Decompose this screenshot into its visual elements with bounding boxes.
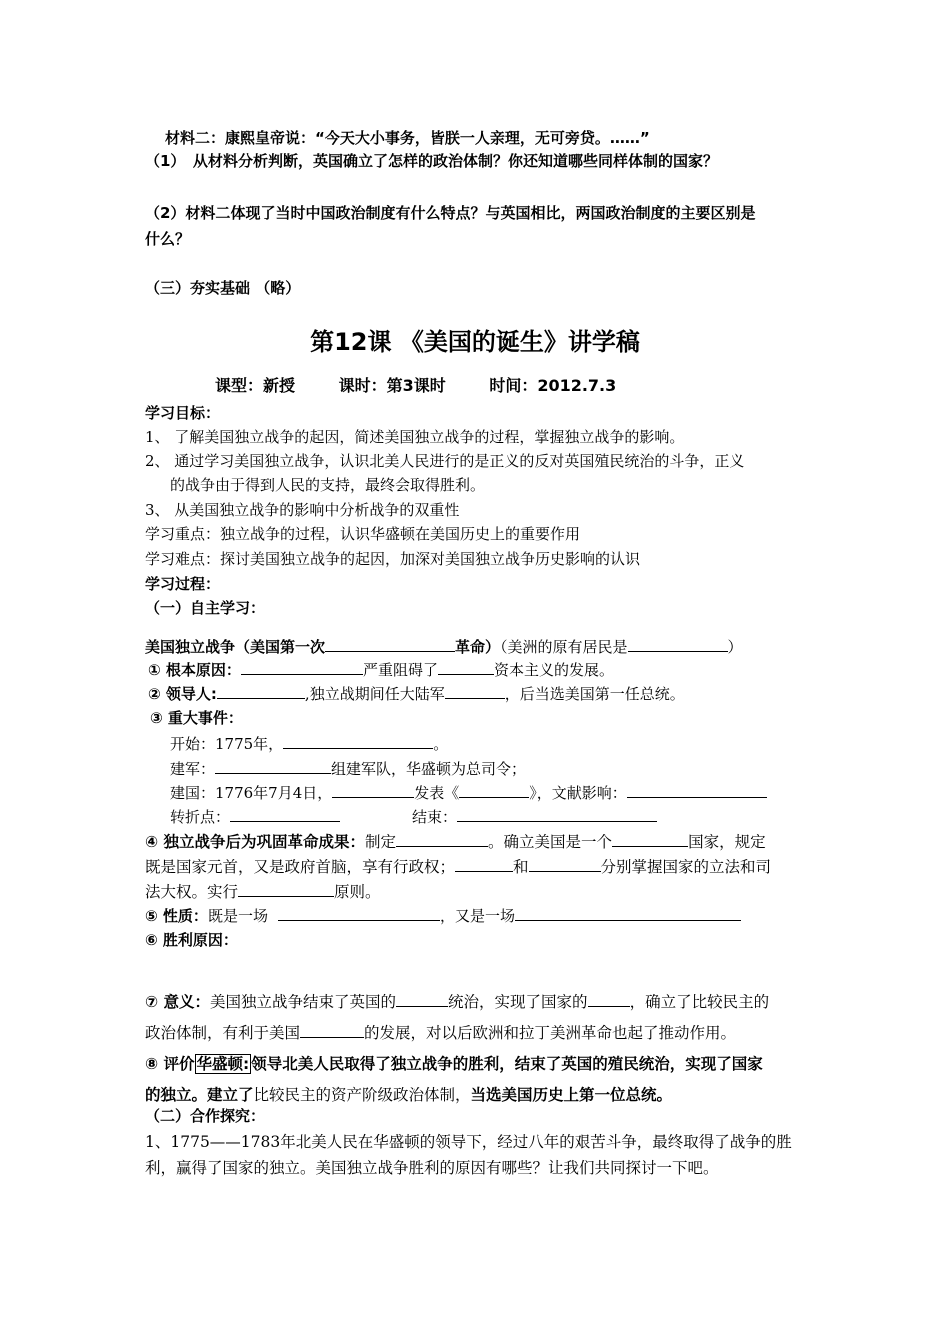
- question-2-line2: 什么？: [145, 230, 191, 248]
- blank-independence[interactable]: [588, 991, 630, 1007]
- founding-publish: 发表《: [414, 784, 460, 802]
- meaning-text: 美国独立战争结束了英国的: [210, 993, 397, 1011]
- leader-line: [148, 683, 685, 704]
- blank-nature-1[interactable]: [278, 905, 440, 921]
- army-text: 建军：: [170, 760, 216, 778]
- goal-1: 1、 了解美国独立战争的起因，简述美国独立战争的过程，掌握独立战争的影响。: [145, 428, 685, 446]
- turning-line: [170, 806, 657, 827]
- start-line: [170, 733, 448, 754]
- root-tail: 资本主义的发展。: [493, 661, 614, 679]
- victory-heading: ⑥ 胜利原因：: [145, 931, 238, 949]
- lesson-type: 课型：新授: [215, 376, 296, 395]
- evaluate-line-2: [145, 1085, 672, 1105]
- war-label-2: 革命）: [455, 638, 501, 656]
- consolidate-and: 和: [513, 858, 529, 876]
- blank-army-role[interactable]: [445, 683, 505, 699]
- evaluate-text-2: 的独立。建立了: [145, 1086, 254, 1104]
- nature-label: ⑤ 性质：: [145, 907, 208, 925]
- nature-line: [145, 905, 741, 926]
- events-heading: ③ 重大事件：: [150, 709, 243, 727]
- meaning-text-3: ，确立了比较民主的: [629, 993, 770, 1011]
- consolidate-make: 制定: [365, 833, 397, 851]
- blank-revolution[interactable]: [325, 636, 455, 652]
- war-label: 美国独立战争（美国第一次: [145, 638, 326, 656]
- lesson-meta: [215, 376, 654, 396]
- start-text: 开始：1775年，: [170, 735, 284, 753]
- root-text: 严重阻碍了: [362, 661, 438, 679]
- blank-army[interactable]: [215, 758, 331, 774]
- goals-heading: 学习目标：: [145, 404, 221, 422]
- meaning-line-1: [145, 991, 769, 1012]
- army-tail: 组建军队，华盛顿为总司令；: [331, 760, 527, 778]
- root-cause-line: [148, 659, 614, 680]
- evaluate-label: ⑧ 评价: [145, 1055, 195, 1073]
- blank-start[interactable]: [283, 733, 433, 749]
- consolidate-tail-2: 原则。: [334, 883, 381, 901]
- leader-label: ② 领导人:: [148, 685, 217, 703]
- blank-root-cause[interactable]: [241, 659, 363, 675]
- consolidate-text: 。确立美国是一个: [488, 833, 613, 851]
- nature-text-2: ，又是一场: [439, 907, 515, 925]
- page-title: 第12课 《美国的诞生》讲学稿: [310, 328, 640, 356]
- evaluate-line-1: [145, 1054, 763, 1074]
- war-line: [145, 636, 743, 657]
- nature-text: 既是一场: [207, 907, 268, 925]
- blank-congress-power[interactable]: [455, 856, 513, 872]
- coop-question-1: 1、1775——1783年北美人民在华盛顿的领导下，经过八年的艰苦斗争，最终取得了战争的胜: [145, 1133, 792, 1151]
- blank-declaration[interactable]: [459, 782, 529, 798]
- meaning-label: ⑦ 意义：: [145, 993, 211, 1011]
- leader-tail: ，后当选美国第一任总统。: [504, 685, 685, 703]
- blank-end[interactable]: [457, 806, 657, 822]
- difficulty: 学习难点：探讨美国独立战争的起因，加深对美国独立战争历史影响的认识: [145, 550, 641, 568]
- evaluate-text: 领导北美人民取得了独立战争的胜利，结束了英国的殖民统治，实现了国家: [251, 1055, 763, 1073]
- consolidate-label: ④ 独立战争后为巩固革命成果：: [145, 833, 366, 851]
- army-line: [170, 758, 526, 779]
- founding-text: 建国：1776年7月4日，: [170, 784, 333, 802]
- key-point: 学习重点：独立战争的过程，认识华盛顿在美国历史上的重要作用: [145, 525, 581, 543]
- blank-rule[interactable]: [396, 991, 448, 1007]
- goal-2: 2、 通过学习美国独立战争，认识北美人民进行的是正义的反对英国殖民统治的斗争，正义: [145, 452, 745, 470]
- blank-nature-2[interactable]: [515, 905, 741, 921]
- blank-congress[interactable]: [332, 782, 414, 798]
- blank-influence[interactable]: [627, 782, 767, 798]
- meaning-line-2: [145, 1022, 736, 1043]
- blank-capitalism[interactable]: [438, 659, 494, 675]
- root-label: ① 根本原因：: [148, 661, 241, 679]
- section-three-heading: （三）夯实基础 （略）: [145, 279, 301, 297]
- founding-tail: 》，文献影响：: [529, 784, 627, 802]
- meaning-text-4: 政治体制，有利于美国: [145, 1024, 301, 1042]
- question-2-line1: （2）材料二体现了当时中国政治制度有什么特点？与英国相比，两国政治制度的主要区别是: [145, 204, 756, 222]
- blank-principle[interactable]: [238, 881, 334, 897]
- consolidate-text-3: 分别掌握国家的立法和司: [600, 858, 772, 876]
- blank-natives[interactable]: [628, 636, 728, 652]
- blank-state-type[interactable]: [612, 831, 688, 847]
- war-close: ）: [727, 638, 743, 656]
- war-native: （美洲的原有居民是: [500, 638, 628, 656]
- evaluate-text-4: 当选美国历史上第一位总统。: [470, 1086, 673, 1104]
- leader-text: ,独立战期间任大陆军: [304, 685, 445, 703]
- evaluate-name: 华盛顿:: [196, 1055, 250, 1073]
- evaluate-text-3: 比较民主的资产阶级政治体制，: [253, 1086, 471, 1104]
- self-study-heading: （一）自主学习：: [145, 599, 266, 617]
- consolidate-line-1: [145, 831, 766, 852]
- meaning-tail: 的发展，对以后欧洲和拉丁美洲革命也起了推动作用。: [364, 1024, 737, 1042]
- coop-question-1-cont: 利，赢得了国家的独立。美国独立战争胜利的原因有哪些？让我们共同探讨一下吧。: [145, 1159, 719, 1177]
- question-1: （1） 从材料分析判断，英国确立了怎样的政治体制？你还知道哪些同样体制的国家？: [145, 152, 718, 170]
- blank-constitution[interactable]: [396, 831, 488, 847]
- consolidate-text-4: 法大权。实行: [145, 883, 239, 901]
- goal-3: 3、 从美国独立战争的影响中分析战争的双重性: [145, 501, 460, 519]
- founding-line: [170, 782, 767, 803]
- consolidate-tail: 国家，规定: [688, 833, 766, 851]
- blank-development[interactable]: [300, 1022, 364, 1038]
- material-two: 材料二：康熙皇帝说：“今天大小事务，皆朕一人亲理，无可旁贷。……”: [165, 129, 650, 147]
- turning-text: 转折点：: [170, 808, 231, 826]
- blank-turning-point[interactable]: [230, 806, 340, 822]
- end-text: 结束：: [412, 808, 458, 826]
- consolidate-line-3: [145, 881, 381, 902]
- goal-2-cont: 的战争由于得到人民的支持，最终会取得胜利。: [170, 476, 486, 494]
- lesson-period: 课时：第3课时: [338, 376, 446, 395]
- lesson-time: 时间：2012.7.3: [489, 376, 617, 395]
- consolidate-line-2: [145, 856, 771, 877]
- blank-court-power[interactable]: [529, 856, 601, 872]
- blank-leader[interactable]: [217, 683, 305, 699]
- meaning-text-2: 统治，实现了国家的: [448, 993, 588, 1011]
- consolidate-text-2: 既是国家元首，又是政府首脑，享有行政权；: [145, 858, 456, 876]
- coop-heading: （二）合作探究：: [145, 1107, 266, 1125]
- process-heading: 学习过程：: [145, 575, 221, 593]
- start-end: 。: [433, 735, 449, 753]
